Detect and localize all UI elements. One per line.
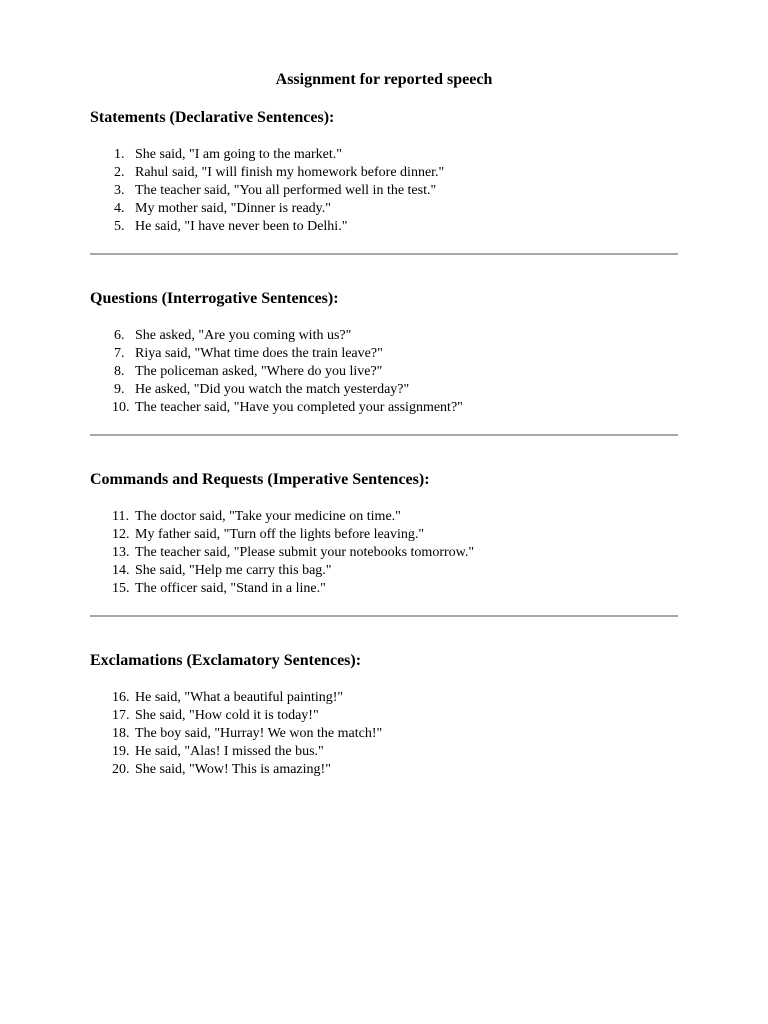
- list-item: [90, 381, 680, 399]
- list-item: [90, 689, 680, 707]
- item-number: 18.: [112, 726, 130, 741]
- list-item: [90, 146, 680, 164]
- item-number: 14.: [112, 563, 130, 578]
- sentence-list: [90, 146, 680, 236]
- item-text: He said, "Alas! I missed the bus.": [135, 744, 324, 759]
- item-number: 11.: [112, 509, 129, 524]
- item-number: 2.: [114, 165, 125, 180]
- item-text: She said, "Wow! This is amazing!": [135, 762, 331, 777]
- list-item: [90, 200, 680, 218]
- list-item: [90, 218, 680, 236]
- sentence-list: [90, 689, 680, 779]
- item-number: 10.: [112, 400, 130, 415]
- item-text: Rahul said, "I will finish my homework before dinner.": [135, 165, 445, 180]
- list-item: [90, 707, 680, 725]
- sentence-list: [90, 327, 680, 417]
- list-item: [90, 363, 680, 381]
- item-number: 15.: [112, 581, 130, 596]
- document-title: Assignment for reported speech: [275, 71, 493, 88]
- item-text: He asked, "Did you watch the match yesterday?": [135, 382, 410, 397]
- item-text: My mother said, "Dinner is ready.": [135, 201, 331, 216]
- item-text: The teacher said, "Please submit your notebooks tomorrow.": [135, 545, 475, 560]
- section-divider: [90, 615, 678, 617]
- item-number: 1.: [114, 147, 125, 162]
- section-exclamations: [90, 651, 680, 779]
- list-item: [90, 327, 680, 345]
- section-divider: [90, 434, 678, 436]
- item-number: 19.: [112, 744, 130, 759]
- item-number: 17.: [112, 708, 130, 723]
- section-statements: [90, 108, 680, 236]
- item-text: The policeman asked, "Where do you live?": [135, 364, 383, 379]
- section-heading: Commands and Requests (Imperative Sentences):: [90, 471, 430, 488]
- item-text: He said, "I have never been to Delhi.": [135, 219, 348, 234]
- list-item: [90, 725, 680, 743]
- list-item: [90, 345, 680, 363]
- list-item: [90, 526, 680, 544]
- list-item: [90, 580, 680, 598]
- item-number: 13.: [112, 545, 130, 560]
- list-item: [90, 164, 680, 182]
- section-questions: [90, 289, 680, 417]
- item-text: She said, "I am going to the market.": [135, 147, 342, 162]
- list-item: [90, 743, 680, 761]
- item-number: 3.: [114, 183, 125, 198]
- section-heading: Statements (Declarative Sentences):: [90, 109, 335, 126]
- list-item: [90, 544, 680, 562]
- item-text: She said, "Help me carry this bag.": [135, 563, 332, 578]
- section-commands: [90, 470, 680, 598]
- item-text: The officer said, "Stand in a line.": [135, 581, 326, 596]
- list-item: [90, 761, 680, 779]
- item-text: The teacher said, "You all performed well in the test.": [135, 183, 437, 198]
- item-text: She asked, "Are you coming with us?": [135, 328, 352, 343]
- item-text: The boy said, "Hurray! We won the match!": [135, 726, 383, 741]
- item-number: 20.: [112, 762, 130, 777]
- list-item: [90, 562, 680, 580]
- item-text: She said, "How cold it is today!": [135, 708, 319, 723]
- item-number: 5.: [114, 219, 125, 234]
- item-text: Riya said, "What time does the train leave?": [135, 346, 383, 361]
- item-text: The doctor said, "Take your medicine on time.": [135, 509, 401, 524]
- item-number: 4.: [114, 201, 125, 216]
- item-text: My father said, "Turn off the lights before leaving.": [135, 527, 425, 542]
- list-item: [90, 399, 680, 417]
- item-number: 8.: [114, 364, 125, 379]
- list-item: [90, 182, 680, 200]
- item-number: 16.: [112, 690, 130, 705]
- item-number: 6.: [114, 328, 125, 343]
- list-item: [90, 508, 680, 526]
- item-text: He said, "What a beautiful painting!": [135, 690, 344, 705]
- section-heading: Exclamations (Exclamatory Sentences):: [90, 652, 362, 669]
- sentence-list: [90, 508, 680, 598]
- item-number: 12.: [112, 527, 130, 542]
- item-text: The teacher said, "Have you completed your assignment?": [135, 400, 463, 415]
- item-number: 7.: [114, 346, 125, 361]
- section-divider: [90, 253, 678, 255]
- item-number: 9.: [114, 382, 125, 397]
- section-heading: Questions (Interrogative Sentences):: [90, 290, 339, 307]
